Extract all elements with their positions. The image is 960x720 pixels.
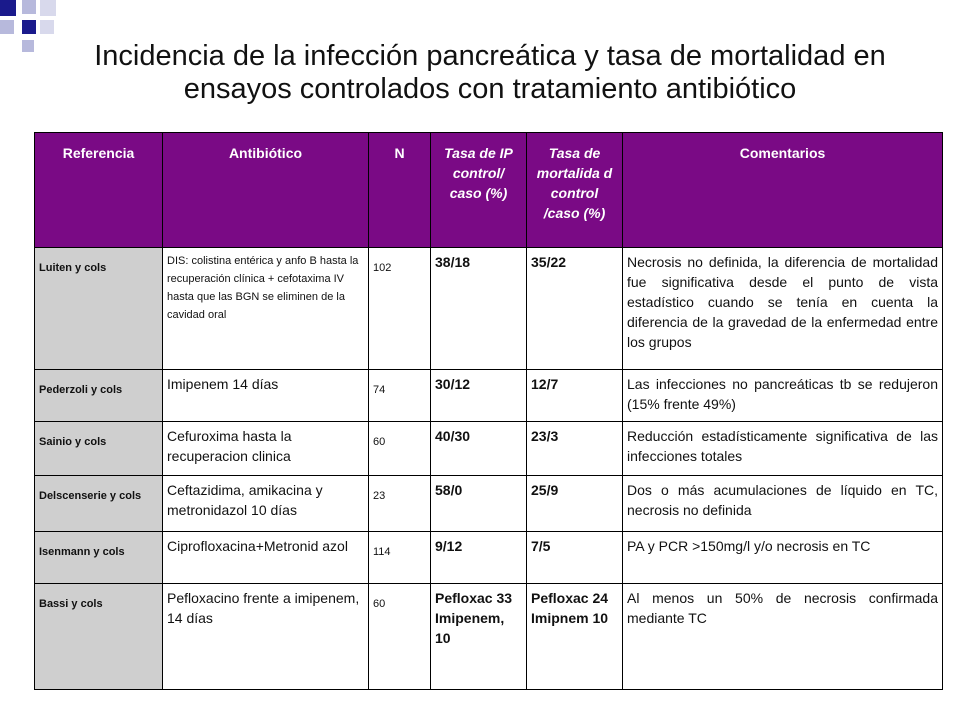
corner-square-light xyxy=(40,20,54,34)
cell-n: 60 xyxy=(369,422,431,476)
antibiotic-trials-table xyxy=(34,132,943,690)
table-row xyxy=(35,532,943,584)
header-referencia: Referencia xyxy=(35,133,163,248)
cell-reference: Pederzoli y cols xyxy=(35,370,163,422)
cell-mortality-rate: 7/5 xyxy=(527,532,623,584)
corner-square-light xyxy=(40,0,56,16)
cell-antibiotic: DIS: colistina entérica y anfo B hasta la recuperación clínica + cefotaxima IV hasta que las BGN se eliminen de la cavidad oral xyxy=(163,248,369,370)
table-row xyxy=(35,422,943,476)
cell-mortality-rate: 35/22 xyxy=(527,248,623,370)
corner-square-light xyxy=(22,0,36,14)
header-n: N xyxy=(369,133,431,248)
cell-comment: Al menos un 50% de necrosis confirmada mediante TC xyxy=(623,584,943,690)
corner-square-dark xyxy=(22,20,36,34)
cell-antibiotic: Imipenem 14 días xyxy=(163,370,369,422)
cell-mortality-rate: 23/3 xyxy=(527,422,623,476)
cell-n: 74 xyxy=(369,370,431,422)
cell-n: 60 xyxy=(369,584,431,690)
cell-comment: PA y PCR >150mg/l y/o necrosis en TC xyxy=(623,532,943,584)
cell-mortality-rate: Pefloxac 24 Imipnem 10 xyxy=(527,584,623,690)
cell-ip-rate: Pefloxac 33 Imipenem, 10 xyxy=(431,584,527,690)
cell-reference: Delscenserie y cols xyxy=(35,476,163,532)
cell-comment: Reducción estadísticamente significativa de las infecciones totales xyxy=(623,422,943,476)
cell-ip-rate: 30/12 xyxy=(431,370,527,422)
cell-antibiotic: Ciprofloxacina+Metronid azol xyxy=(163,532,369,584)
cell-reference: Bassi y cols xyxy=(35,584,163,690)
cell-mortality-rate: 12/7 xyxy=(527,370,623,422)
cell-reference: Sainio y cols xyxy=(35,422,163,476)
header-comentarios: Comentarios xyxy=(623,133,943,248)
cell-ip-rate: 9/12 xyxy=(431,532,527,584)
cell-comment: Las infecciones no pancreáticas tb se redujeron (15% frente 49%) xyxy=(623,370,943,422)
table-row xyxy=(35,370,943,422)
cell-reference: Isenmann y cols xyxy=(35,532,163,584)
cell-comment: Necrosis no definida, la diferencia de mortalidad fue significativa desde el punto de vista estadístico cuando se tenía en cuenta la diferencia de la gravedad de la enfermedad entre los grupos xyxy=(623,248,943,370)
cell-antibiotic: Cefuroxima hasta la recuperacion clinica xyxy=(163,422,369,476)
cell-ip-rate: 40/30 xyxy=(431,422,527,476)
cell-n: 23 xyxy=(369,476,431,532)
cell-reference: Luiten y cols xyxy=(35,248,163,370)
slide-title: Incidencia de la infección pancreática y tasa de mortalidad en ensayos controlados con tratamiento antibiótico xyxy=(94,40,886,105)
table-header-row xyxy=(35,133,943,248)
table-row xyxy=(35,476,943,532)
cell-ip-rate: 38/18 xyxy=(431,248,527,370)
header-tasa-ip: Tasa de IP control/ caso (%) xyxy=(431,133,527,248)
table-row xyxy=(35,584,943,690)
header-tasa-mortalidad: Tasa de mortalida d control /caso (%) xyxy=(527,133,623,248)
cell-n: 102 xyxy=(369,248,431,370)
cell-antibiotic: Ceftazidima, amikacina y metronidazol 10 días xyxy=(163,476,369,532)
table-row xyxy=(35,248,943,370)
cell-n: 114 xyxy=(369,532,431,584)
header-antibiotico: Antibiótico xyxy=(163,133,369,248)
cell-mortality-rate: 25/9 xyxy=(527,476,623,532)
cell-ip-rate: 58/0 xyxy=(431,476,527,532)
cell-antibiotic: Pefloxacino frente a imipenem, 14 días xyxy=(163,584,369,690)
cell-comment: Dos o más acumulaciones de líquido en TC, necrosis no definida xyxy=(623,476,943,532)
corner-square-light xyxy=(0,20,14,34)
corner-square-light xyxy=(22,40,34,52)
corner-square-dark xyxy=(0,0,16,16)
